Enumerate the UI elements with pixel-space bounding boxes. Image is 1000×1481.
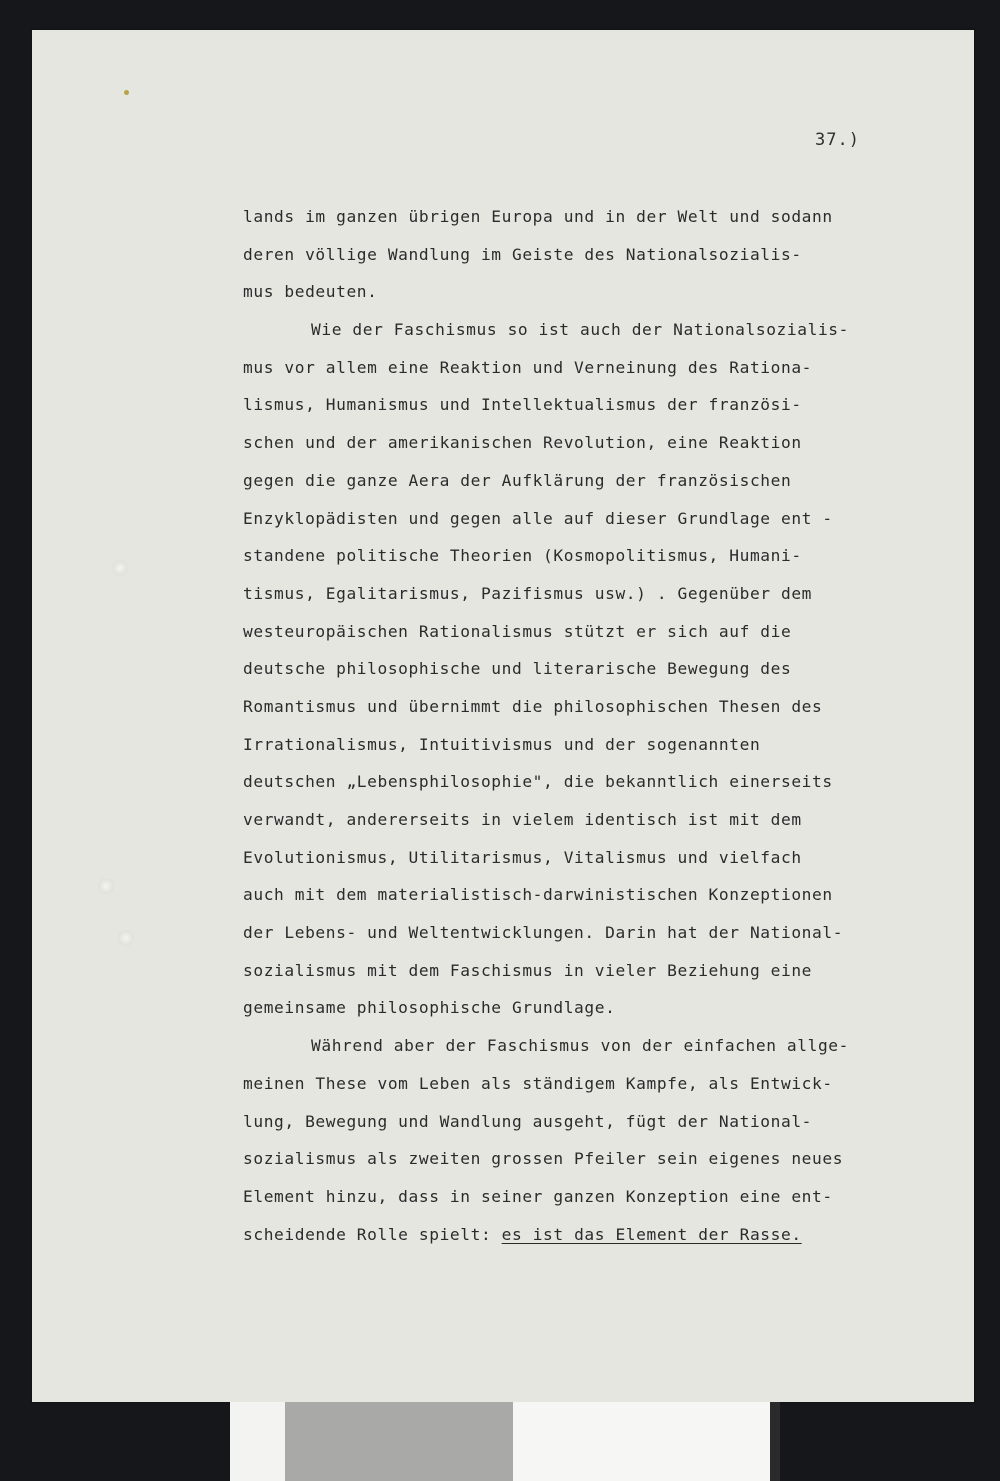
text-line: lands im ganzen übrigen Europa und in der Welt und sodann: [243, 207, 833, 226]
mount-card-white: [230, 1402, 285, 1481]
text-line: lismus, Humanismus und Intellektualismus der französi-: [243, 395, 802, 415]
text-line: der Lebens- und Weltentwicklungen. Darin hat der National-: [243, 923, 844, 943]
text-line: sozialismus mit dem Faschismus in vieler Beziehung eine: [243, 960, 813, 980]
text-line: Element hinzu, dass in seiner ganzen Konzeption eine ent-: [243, 1186, 833, 1206]
text-line: deutsche philosophische und literarische Bewegung des: [243, 659, 792, 679]
text-line: deutschen „Lebensphilosophie", die bekanntlich einerseits: [243, 772, 833, 792]
punch-hole-mark: [112, 560, 128, 576]
text-line-last: [243, 1216, 943, 1254]
mount-card-gray: [285, 1402, 513, 1481]
text-line: tismus, Egalitarismus, Pazifismus usw.) . Gegenüber dem: [243, 583, 813, 603]
text-line: Wie der Faschismus so ist auch der Nationalsozialis-: [311, 320, 849, 340]
body-text: [243, 198, 943, 1253]
page-number: 37.): [815, 130, 860, 150]
text-line: sozialismus als zweiten grossen Pfeiler sein eigenes neues: [243, 1149, 844, 1169]
text-line: verwandt, andererseits in vielem identisch ist mit dem: [243, 810, 802, 829]
text-line-start: scheidende Rolle spielt:: [243, 1224, 492, 1244]
stain-dot: [124, 90, 129, 95]
text-line: standene politische Theorien (Kosmopolitismus, Humani-: [243, 546, 802, 566]
text-line: auch mit dem materialistisch-darwinistischen Konzeptionen: [243, 885, 833, 905]
text-line: deren völlige Wandlung im Geiste des Nationalsozialis-: [243, 244, 802, 264]
punch-hole-mark: [98, 878, 114, 894]
text-line: meinen These vom Leben als ständigem Kampfe, als Entwick-: [243, 1073, 833, 1093]
underlined-phrase: es ist das Element der Rasse.: [501, 1224, 802, 1244]
text-line: Evolutionismus, Utilitarismus, Vitalismus und vielfach: [243, 847, 802, 867]
text-line: mus bedeuten.: [243, 282, 378, 302]
text-line: Irrationalismus, Intuitivismus und der sogenannten: [243, 734, 761, 754]
mount-card-white: [513, 1402, 770, 1481]
text-line: Romantismus und übernimmt die philosophischen Thesen des: [243, 696, 823, 716]
text-line: westeuropäischen Rationalismus stützt er sich auf die: [243, 621, 792, 641]
text-line: mus vor allem eine Reaktion und Verneinung des Rationa-: [243, 357, 813, 377]
punch-hole-mark: [118, 930, 134, 946]
mount-card-edge: [770, 1402, 780, 1481]
text-line: Während aber der Faschismus von der einfachen allge-: [311, 1036, 849, 1056]
text-line: Enzyklopädisten und gegen alle auf dieser Grundlage ent -: [243, 508, 833, 528]
text-line: schen und der amerikanischen Revolution, eine Reaktion: [243, 433, 802, 453]
text-line: gegen die ganze Aera der Aufklärung der französischen: [243, 470, 792, 490]
text-line: lung, Bewegung und Wandlung ausgeht, fügt der National-: [243, 1111, 813, 1131]
text-line: gemeinsame philosophische Grundlage.: [243, 998, 616, 1018]
